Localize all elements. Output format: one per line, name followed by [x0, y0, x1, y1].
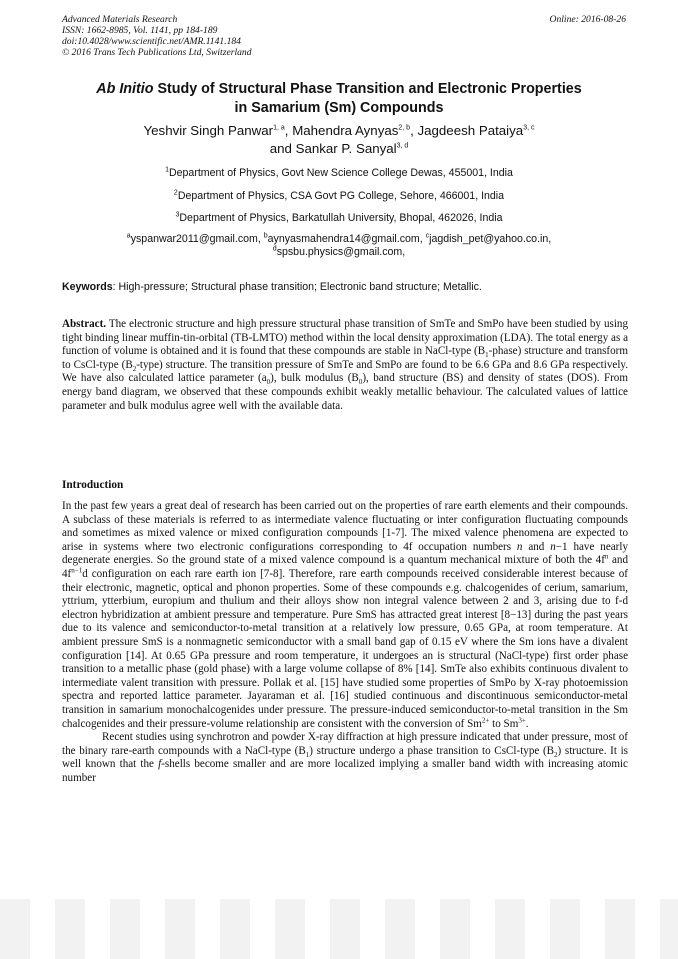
title-italic: Ab Initio — [96, 81, 154, 97]
p2-sub-1: 1 — [305, 750, 310, 759]
p1-sup-2p: 2+ — [481, 715, 490, 724]
abstract-text-1: The electronic structure and high pressure structural phase transition of SmTe and SmPo have been studied by using tight binding linear muffin-tin-orbital (TB-LMTO) method within the local density approximation (LDA). The total energy as a function of volume is obtained and it is found that these compounds are stable in NaCl-type (B — [62, 318, 628, 358]
title-line2: in Samarium (Sm) Compounds — [234, 100, 444, 116]
online-date: Online: 2016-08-26 — [549, 14, 626, 25]
p1-sup-n1: n−1 — [71, 566, 83, 575]
aff-3-sup: 3 — [175, 211, 180, 219]
paper-title — [40, 80, 638, 118]
p1-f: to Sm — [489, 717, 519, 730]
author-3-sup: 3, c — [523, 124, 535, 132]
keywords-text: : High-pressure; Structural phase transition; Electronic band structure; Metallic. — [112, 281, 482, 293]
title-rest: Study of Structural Phase Transition and Electronic Properties — [153, 81, 582, 97]
email-c[interactable]: jagdish_pet@yahoo.co.in, — [429, 233, 552, 245]
p1-b: and — [522, 540, 551, 553]
abstract-text-5: ), band structure (BS) and density of states (DOS). From energy band diagram, we observed that these compounds exhibit weakly metallic behaviour. The calculated values of lattice parameter and bulk modulus agree well with the available data. — [62, 372, 628, 412]
author-2-sup: 2, b — [398, 124, 411, 132]
p1-c: −1 have nearly degenerate energies. So the ground state of a mixed valence compound is a quantum mechanical mixture of both the 4f — [62, 540, 628, 567]
abstract — [62, 318, 628, 413]
affiliation-3 — [40, 212, 638, 225]
email-d-sup: d — [272, 245, 277, 253]
abstract-sub-3: 0 — [266, 378, 271, 387]
introduction-heading: Introduction — [62, 479, 124, 491]
aff-1-sup: 1 — [165, 166, 169, 174]
abstract-text-2: -phase) structure and transform to CsCl-type (B — [62, 345, 628, 371]
email-a[interactable]: yspanwar2011@gmail.com, — [130, 233, 264, 245]
issn-line: ISSN: 1662-8985, Vol. 1141, pp 184-189 — [62, 25, 218, 36]
watermark-strip — [0, 899, 678, 959]
p1-a: In the past few years a great deal of research has been carried out on the properties of rare earth elements and their compounds. A subclass of these materials is referred to as intermediate valence fluctuating or inter configuration fluctuating compounds and sometimes as mixed valence or mixed configuration compounds [1-7]. The mixed valence phenomena are expected to arise in systems where two electronic configurations corresponding to 4f occupation numbers — [62, 500, 628, 553]
affiliation-2 — [40, 190, 638, 203]
email-c-sup: c — [425, 232, 430, 240]
journal-header — [62, 14, 626, 58]
p1-sup-3p: 3+ — [518, 715, 526, 724]
abstract-text-4: ), bulk modulus (B — [270, 372, 359, 385]
author-2: Mahendra Aynyas — [292, 123, 399, 138]
p1-e: d configuration on each rare earth ion [7-8]. Therefore, rare earth compounds received considerable interest because of their electronic, magnetic, optical and phonon properties. Some of these compounds e.g. chalcogenides of cerium, samarium, yttrium, ytterbium, europium and thulium and their alloys show non integral valence between 2 and 3, arising due to f-d electron hybridization at ambient pressure and temperature. Pure SmS has attracted great interest [8−13] during the past years due to its valence and semiconductor-to-metal transition at a relatively low pressure, 0.65 GPa, at room temperature. At ambient pressure SmS is a nonmagnetic semiconductor with a small band gap of 0.15 eV where the Sm ions have a divalent configuration [14]. At 0.65 GPa pressure and room temperature, it undergoes an is structural (NaCl-type) first order phase transition to a metallic phase (gold phase) with a large volume collapse of 8% [14]. SmTe also exhibits continuous divalent to intermediate valent transition with pressure. Pollak et al. [15] have studied some properties of SmPo by X-ray photoemission spectra and reported lattice parameter. Jayaraman et al. [16] studied continuous and discontinuous semiconductor-metal transition in samarium monochalcogenides under pressure. The pressure-induced semiconductor-to-metal transition in the Sm chalcogenides and their pressure-volume relationship are consistent with the conversion of Sm — [62, 567, 628, 730]
author-1-sup: 1, a — [273, 124, 285, 132]
author-3: Jagdeesh Pataiya — [417, 123, 524, 138]
author-4: and Sankar P. Sanyal — [269, 141, 397, 156]
p2-f: f — [158, 758, 162, 771]
email-a-sup: a — [126, 232, 131, 240]
p1-d: and 4f — [62, 554, 628, 580]
author-list: Yeshvir Singh Panwar$^{1, a}$, Mahendra Aynyas$^{2, b}$, Jagdeesh Pataiya$^{3, c}$ and Sankar P. Sanyal$^{3, d}$ — [143, 123, 535, 156]
email-b-sup: b — [263, 232, 268, 240]
p2-sub-2: 2 — [554, 750, 558, 759]
p2-b: ) structure undergo a phase transition to CsCl-type (B — [309, 744, 555, 757]
introduction-body — [62, 500, 628, 785]
intro-paragraph-1 — [62, 500, 628, 731]
abstract-sub-1: 1 — [485, 351, 489, 360]
copyright-line: © 2016 Trans Tech Publications Ltd, Switzerland — [62, 47, 252, 58]
p2-d: -shells become smaller and are more localized implying a smaller band width with increasing atomic number — [62, 758, 628, 784]
author-4-sup: 3, d — [396, 142, 409, 150]
doi-line: doi:10.4028/www.scientific.net/AMR.1141.184 — [62, 36, 241, 47]
author-1: Yeshvir Singh Panwar — [143, 123, 274, 138]
aff-1-text: Department of Physics, Govt New Science College Dewas, 455001, India — [169, 167, 513, 179]
email-b[interactable]: aynyasmahendra14@gmail.com, — [267, 233, 426, 245]
p1-n1: n — [516, 540, 523, 553]
p2-c: ) structure. It is well known that the — [62, 744, 628, 771]
affiliation-1 — [40, 167, 638, 180]
aff-2-sup: 2 — [173, 189, 178, 197]
aff-2-text: Department of Physics, CSA Govt PG College, Sehore, 466001, India — [177, 190, 505, 202]
p1-sup-n: n — [604, 552, 609, 561]
abstract-label: Abstract. — [62, 318, 107, 330]
email-d[interactable]: spsbu.physics@gmail.com, — [276, 246, 406, 258]
intro-paragraph-2 — [62, 731, 628, 785]
p1-n2: n — [550, 540, 556, 553]
email-list — [40, 233, 638, 259]
p1-g: . — [525, 717, 529, 730]
keywords — [62, 280, 628, 294]
abstract-sub-2: 2 — [132, 365, 137, 373]
journal-name: Advanced Materials Research — [62, 14, 178, 25]
aff-3-text: Department of Physics, Barkatullah University, Bhopal, 462026, India — [179, 212, 503, 224]
p2-a: Recent studies using synchrotron and powder X-ray diffraction at high pressure indicated that under pressure, most of the binary rare-earth compounds with a NaCl-type (B — [62, 731, 628, 757]
abstract-text-3: -type) structure. The transition pressure of SmTe and SmPo are found to be 6.6 GPa and 8.6 GPa respectively. We have also calculated lattice parameter (a — [62, 358, 628, 385]
abstract-sub-4: 0 — [358, 378, 363, 387]
keywords-label: Keywords — [62, 281, 113, 293]
